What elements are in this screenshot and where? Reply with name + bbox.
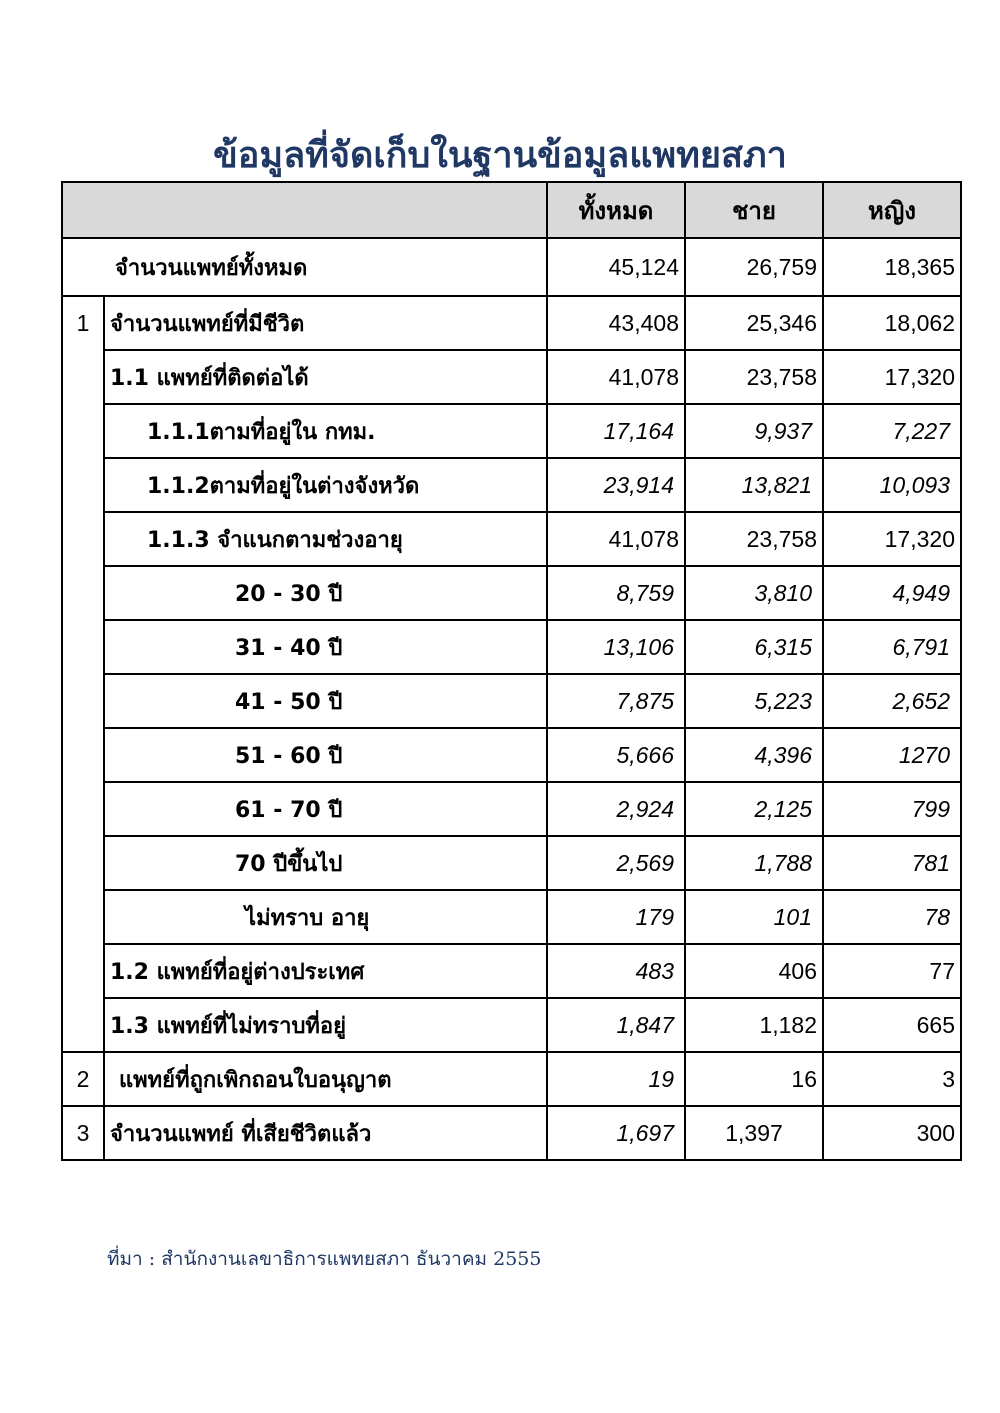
- table-row: [62, 296, 961, 350]
- row-number: [62, 890, 104, 944]
- row-number: 3: [62, 1106, 104, 1160]
- value-female: 3: [823, 1052, 961, 1106]
- value-total: 45,124: [547, 238, 685, 296]
- value-male: 1,182: [685, 998, 823, 1052]
- page-title: ข้อมูลที่จัดเก็บในฐานข้อมูลแพทยสภา: [213, 135, 787, 176]
- value-total: 19: [547, 1052, 685, 1106]
- row-number: 1: [62, 296, 104, 350]
- value-female: 7,227: [823, 404, 961, 458]
- value-male: 23,758: [685, 350, 823, 404]
- table-row: [62, 944, 961, 998]
- value-female: 4,949: [823, 566, 961, 620]
- table-row: [62, 728, 961, 782]
- value-total: 43,408: [547, 296, 685, 350]
- value-total: 13,106: [547, 620, 685, 674]
- value-total: 8,759: [547, 566, 685, 620]
- value-female: 799: [823, 782, 961, 836]
- row-number: [62, 566, 104, 620]
- table-row: [62, 674, 961, 728]
- table-row: [62, 512, 961, 566]
- value-total: 23,914: [547, 458, 685, 512]
- value-total: 41,078: [547, 512, 685, 566]
- header-row: [62, 182, 961, 238]
- row-label: จำนวนแพทย์ทั้งหมด: [62, 238, 547, 296]
- row-label: 1.1.1ตามที่อยู่ใน กทม.: [104, 404, 547, 458]
- row-label: จำนวนแพทย์ที่มีชีวิต: [104, 296, 547, 350]
- value-male: 5,223: [685, 674, 823, 728]
- value-female: 1270: [823, 728, 961, 782]
- value-male: 23,758: [685, 512, 823, 566]
- table-row: [62, 350, 961, 404]
- value-total: 2,924: [547, 782, 685, 836]
- value-male: 101: [685, 890, 823, 944]
- value-male: 1,788: [685, 836, 823, 890]
- table-row: [62, 782, 961, 836]
- value-female: 6,791: [823, 620, 961, 674]
- value-male: 13,821: [685, 458, 823, 512]
- value-female: 77: [823, 944, 961, 998]
- value-female: 17,320: [823, 512, 961, 566]
- value-male: 2,125: [685, 782, 823, 836]
- row-number: [62, 674, 104, 728]
- source-note: ที่มา : สำนักงานเลขาธิการแพทยสภา ธันวาคม 2555: [107, 1248, 542, 1270]
- row-label: 1.1.3 จำแนกตามช่วงอายุ: [104, 512, 547, 566]
- value-total: 2,569: [547, 836, 685, 890]
- row-label: 31 - 40 ปี: [104, 620, 547, 674]
- table-row: [62, 404, 961, 458]
- value-female: 78: [823, 890, 961, 944]
- row-number: [62, 998, 104, 1052]
- row-label: 51 - 60 ปี: [104, 728, 547, 782]
- value-female: 18,365: [823, 238, 961, 296]
- row-number: [62, 728, 104, 782]
- value-female: 18,062: [823, 296, 961, 350]
- header-blank-cell: [62, 182, 547, 238]
- value-female: 10,093: [823, 458, 961, 512]
- row-label: 61 - 70 ปี: [104, 782, 547, 836]
- column-header-male: ชาย: [685, 182, 823, 238]
- value-male: 4,396: [685, 728, 823, 782]
- row-label: 41 - 50 ปี: [104, 674, 547, 728]
- row-label: 1.2 แพทย์ที่อยู่ต่างประเทศ: [104, 944, 547, 998]
- value-female: 17,320: [823, 350, 961, 404]
- row-label: จำนวนแพทย์ ที่เสียชีวิตแล้ว: [104, 1106, 547, 1160]
- row-number: [62, 782, 104, 836]
- table-row: [62, 1052, 961, 1106]
- row-number: [62, 512, 104, 566]
- table-row: [62, 458, 961, 512]
- row-number: [62, 836, 104, 890]
- row-number: [62, 404, 104, 458]
- value-male: 406: [685, 944, 823, 998]
- value-total: 5,666: [547, 728, 685, 782]
- value-male: 16: [685, 1052, 823, 1106]
- table-row: [62, 566, 961, 620]
- value-female: 2,652: [823, 674, 961, 728]
- value-female: 781: [823, 836, 961, 890]
- value-total: 17,164: [547, 404, 685, 458]
- table-row: [62, 1106, 961, 1160]
- row-label: 1.1.2ตามที่อยู่ในต่างจังหวัด: [104, 458, 547, 512]
- value-total: 483: [547, 944, 685, 998]
- value-total: 7,875: [547, 674, 685, 728]
- value-total: 41,078: [547, 350, 685, 404]
- table-row: [62, 998, 961, 1052]
- row-label: ไม่ทราบ อายุ: [104, 890, 547, 944]
- table-row: [62, 890, 961, 944]
- value-male: 3,810: [685, 566, 823, 620]
- row-label: แพทย์ที่ถูกเพิกถอนใบอนุญาต: [104, 1052, 547, 1106]
- column-header-total: ทั้งหมด: [547, 182, 685, 238]
- table-row: [62, 836, 961, 890]
- row-number: [62, 350, 104, 404]
- table-row: [62, 620, 961, 674]
- value-total: 179: [547, 890, 685, 944]
- value-male: 25,346: [685, 296, 823, 350]
- value-male: 9,937: [685, 404, 823, 458]
- row-number: [62, 458, 104, 512]
- value-female: 665: [823, 998, 961, 1052]
- value-female: 300: [823, 1106, 961, 1160]
- column-header-female: หญิง: [823, 182, 961, 238]
- value-male: 6,315: [685, 620, 823, 674]
- row-number: 2: [62, 1052, 104, 1106]
- value-total: 1,697: [547, 1106, 685, 1160]
- value-total: 1,847: [547, 998, 685, 1052]
- row-label: 1.3 แพทย์ที่ไม่ทราบที่อยู่: [104, 998, 547, 1052]
- row-label: 1.1 แพทย์ที่ติดต่อได้: [104, 350, 547, 404]
- value-male: 26,759: [685, 238, 823, 296]
- row-label: 20 - 30 ปี: [104, 566, 547, 620]
- doctor-statistics-table: [61, 181, 962, 1161]
- row-number: [62, 944, 104, 998]
- table-row-total-doctors: [62, 238, 961, 296]
- row-label: 70 ปีขึ้นไป: [104, 836, 547, 890]
- value-male: 1,397: [685, 1106, 823, 1160]
- row-number: [62, 620, 104, 674]
